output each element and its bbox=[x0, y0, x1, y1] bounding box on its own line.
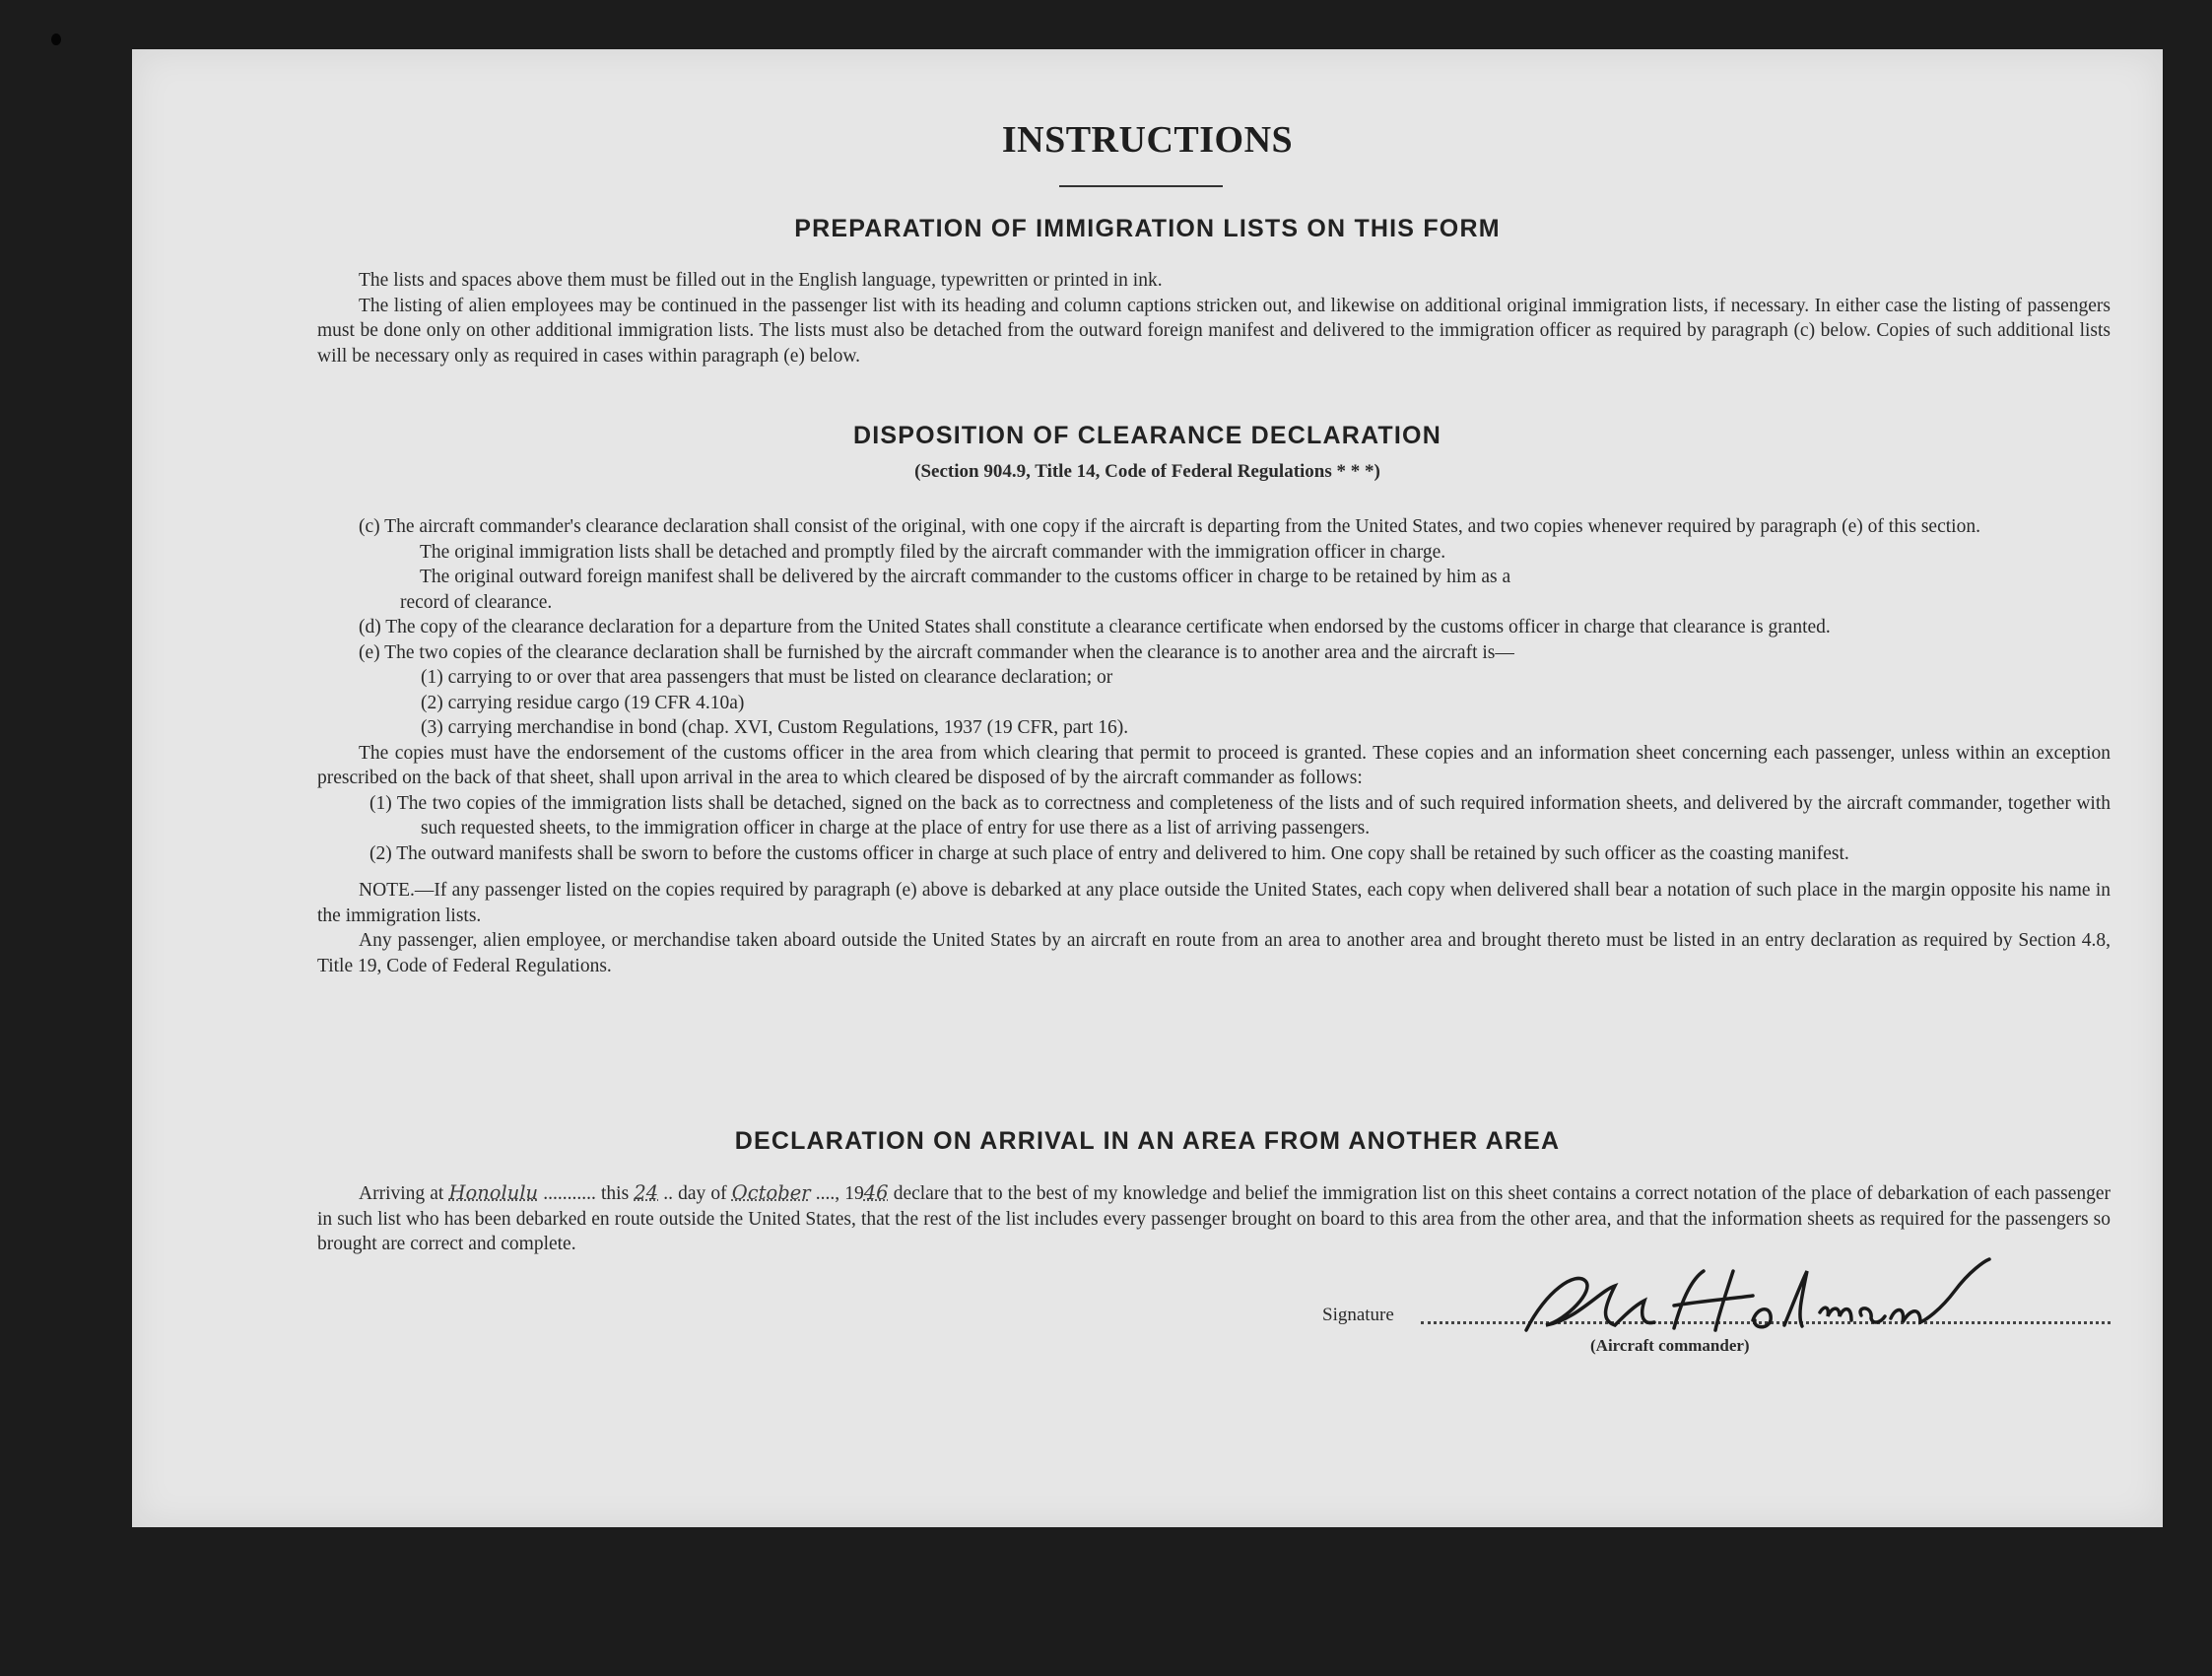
document-page bbox=[132, 49, 2163, 1527]
paragraph-c-immigration-lists: The original immigration lists shall be detached and promptly filed by the aircraft commander with the immigration officer in charge. bbox=[420, 541, 1446, 563]
day-of-label: day of bbox=[678, 1183, 727, 1204]
disposition-section-body bbox=[317, 514, 2111, 978]
arrival-year-field[interactable]: 46 bbox=[863, 1181, 889, 1204]
preparation-paragraph: The listing of alien employees may be continued in the passenger list with its heading and column captions stricken out, and likewise on additional original immigration lists, if necessary. In either case the listing of passengers must be done only on other additional immigration lists. The lists must also be detached from the outward foreign manifest and delivered to the immigration officer as required by paragraph (c) below. Copies of such additional lists will be necessary only as required in cases within paragraph (e) below. bbox=[317, 295, 2111, 367]
paragraph-e: (e) The two copies of the clearance declaration shall be furnished by the aircraft commander when the clearance is to another area and the aircraft is— bbox=[359, 641, 1514, 663]
section-heading-disposition: DISPOSITION OF CLEARANCE DECLARATION bbox=[853, 422, 1441, 449]
note-paragraph: NOTE.—If any passenger listed on the copies required by paragraph (e) above is debarked at any place outside the United States, each copy when delivered shall bear a notation of such place in the margin opposite his name in the immigration lists. bbox=[317, 880, 2111, 926]
preparation-section-body bbox=[317, 268, 2111, 369]
list-item: (3) carrying merchandise in bond (chap. XVI, Custom Regulations, 1937 (19 CFR, part 16). bbox=[421, 717, 1129, 738]
section-heading-declaration: DECLARATION ON ARRIVAL IN AN AREA FROM ANOTHER AREA bbox=[734, 1127, 1561, 1155]
scan-speck bbox=[51, 34, 61, 45]
arrival-place-field[interactable]: Honolulu bbox=[448, 1181, 539, 1204]
title-divider bbox=[1059, 185, 1223, 187]
declaration-paragraph: Arriving at Honolulu ........... this 24 .. day of October ...., 1946 declare that to the best of my knowledge and belief the immigration list on this sheet contains a correct notation of the place of debarkation of each passenger in such list who has been debarked en route outside the United States, that the rest of the list includes every passenger brought on board to this area from the other area, and that the information sheets as required for the passengers so brought are correct and complete. bbox=[317, 1181, 2111, 1254]
declaration-text: declare that to the best of my knowledge and belief the immigration list on this sheet contains a correct notation of the place of debarkation of each passenger in such list who has been debarked en route outside the United States, that the rest of the list includes every passenger brought on board to this area from the other area, and that the information sheets as required for the passengers so brought are correct and complete. bbox=[317, 1183, 2111, 1254]
any-passenger-paragraph: Any passenger, alien employee, or merchandise taken aboard outside the United States by an aircraft en route from an area to another area and brought thereto must be listed in an entry declaration as required by Section 4.8, Title 19, Code of Federal Regulations. bbox=[317, 930, 2111, 976]
paragraph-d: (d) The copy of the clearance declaration for a departure from the United States shall constitute a clearance certificate when endorsed by the customs officer in charge that clearance is granted. bbox=[359, 617, 1831, 637]
preparation-paragraph: The lists and spaces above them must be filled out in the English language, typewritten or printed in ink. bbox=[359, 270, 1163, 291]
arrival-day-field[interactable]: 24 bbox=[634, 1181, 659, 1204]
arrival-month-field[interactable]: October bbox=[731, 1181, 811, 1204]
list-item: (1) carrying to or over that area passengers that must be listed on clearance declaration; or bbox=[421, 667, 1113, 688]
paragraph-copies-endorsement: The copies must have the endorsement of the customs officer in the area from which clearing that permit to proceed is granted. These copies and an information sheet concerning each passenger, unless within an exception prescribed on the back of that sheet, shall upon arrival in the area to which cleared be disposed of by the aircraft commander as follows: bbox=[317, 742, 2111, 788]
this-label: this bbox=[601, 1183, 630, 1204]
paragraph-c: (c) The aircraft commander's clearance declaration shall consist of the original, with one copy if the aircraft is departing from the United States, and two copies whenever required by paragraph (e) of this section. bbox=[359, 516, 1980, 537]
disposal-item: (2) The outward manifests shall be sworn to before the customs officer in charge at such place of entry and delivered to him. One copy shall be retained by such officer as the coasting manifest. bbox=[369, 842, 1849, 864]
signature-label: Signature bbox=[1322, 1305, 1394, 1325]
disposal-item: (1) The two copies of the immigration lists shall be detached, signed on the back as to correctness and completeness of the lists and of such required information sheets, and delivered by the aircraft commander, together with such requested sheets, to the immigration officer in charge at the place of entry for use there as a list of arriving passengers. bbox=[369, 792, 2111, 838]
section-heading-preparation: PREPARATION OF IMMIGRATION LISTS ON THIS FORM bbox=[794, 215, 1501, 242]
paragraph-c-continuation: record of clearance. bbox=[400, 591, 553, 613]
signature-caption: (Aircraft commander) bbox=[1590, 1336, 1750, 1355]
paragraph-e-items bbox=[317, 665, 2111, 741]
arriving-label: Arriving at bbox=[359, 1183, 444, 1204]
arrival-declaration bbox=[317, 1180, 2111, 1257]
list-item: (2) carrying residue cargo (19 CFR 4.10a) bbox=[421, 692, 745, 713]
handwritten-signature[interactable] bbox=[1507, 1251, 2058, 1350]
regulation-citation: (Section 904.9, Title 14, Code of Federal Regulations * * *) bbox=[914, 461, 1380, 482]
paragraph-c-outward-manifest: The original outward foreign manifest shall be delivered by the aircraft commander to the customs officer in charge to be retained by him as a bbox=[420, 567, 1511, 587]
year-prefix: 19 bbox=[844, 1183, 864, 1204]
document-title: INSTRUCTIONS bbox=[1001, 119, 1294, 161]
